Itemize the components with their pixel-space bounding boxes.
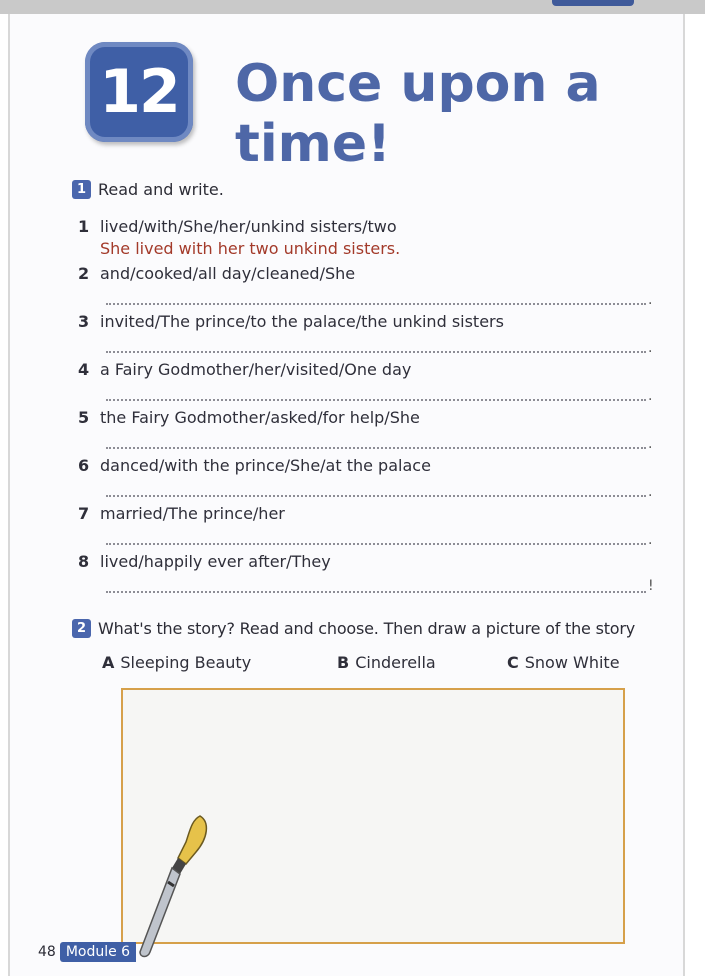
- exercise-item-3: [78, 312, 668, 331]
- item-prompt: married/The prince/her: [100, 504, 285, 523]
- item-prompt: and/cooked/all day/cleaned/She: [100, 264, 356, 283]
- exercise-item-6: [78, 456, 668, 475]
- page-number: 48: [38, 944, 56, 960]
- exercise-1-instruction: Read and write.: [98, 180, 224, 199]
- choice-b[interactable]: [337, 653, 436, 672]
- item-number: 6: [78, 456, 90, 475]
- exercise-2-heading: [72, 619, 635, 638]
- exercise-2-number: 2: [72, 619, 91, 638]
- exercise-item-5: [78, 408, 668, 427]
- top-bar: [0, 0, 705, 14]
- choice-label: Sleeping Beauty: [120, 653, 252, 672]
- exercise-item-7: [78, 504, 668, 523]
- item-prompt: lived/with/She/her/unkind sisters/two: [100, 217, 397, 236]
- answer-line-5[interactable]: [106, 447, 646, 449]
- item-prompt: invited/The prince/to the palace/the unkind sisters: [100, 312, 504, 331]
- unit-number-badge: 12: [85, 42, 193, 142]
- end-punctuation: .: [648, 292, 653, 308]
- page-edge-right: [683, 14, 685, 976]
- exercise-item-2: [78, 264, 668, 283]
- item-prompt: the Fairy Godmother/asked/for help/She: [100, 408, 420, 427]
- answer-line-6[interactable]: [106, 495, 646, 497]
- page-footer: [38, 942, 136, 962]
- workbook-page: [10, 14, 683, 976]
- item-number: 2: [78, 264, 90, 283]
- item-prompt: lived/happily ever after/They: [100, 552, 331, 571]
- choice-letter: B: [337, 653, 350, 672]
- choice-letter: A: [102, 653, 115, 672]
- choice-label: Cinderella: [355, 653, 436, 672]
- end-punctuation: .: [648, 340, 653, 356]
- end-punctuation: .: [648, 532, 653, 548]
- exercise-item-4: [78, 360, 668, 379]
- choice-a[interactable]: [102, 653, 251, 672]
- item-number: 3: [78, 312, 90, 331]
- end-punctuation: .: [648, 388, 653, 404]
- end-punctuation: !: [648, 578, 654, 594]
- answer-line-2[interactable]: [106, 303, 646, 305]
- answer-line-3[interactable]: [106, 351, 646, 353]
- exercise-item-8: [78, 552, 668, 571]
- end-punctuation: .: [648, 436, 653, 452]
- exercise-2-instruction: What's the story? Read and choose. Then draw a picture of the story: [98, 619, 636, 638]
- item-number: 5: [78, 408, 90, 427]
- item-number: 4: [78, 360, 90, 379]
- paintbrush-icon: [128, 812, 218, 962]
- exercise-1-heading: [72, 180, 224, 199]
- exercise-1-number: 1: [72, 180, 91, 199]
- item-number: 1: [78, 217, 90, 236]
- item-number: 7: [78, 504, 90, 523]
- end-punctuation: .: [648, 484, 653, 500]
- choice-c[interactable]: [507, 653, 620, 672]
- answer-line-4[interactable]: [106, 399, 646, 401]
- item-prompt: danced/with the prince/She/at the palace: [100, 456, 431, 475]
- answer-line-8[interactable]: [106, 591, 646, 593]
- module-label: Module 6: [60, 942, 136, 962]
- item-prompt: a Fairy Godmother/her/visited/One day: [100, 360, 412, 379]
- exercise-item-1: [78, 217, 668, 258]
- choice-label: Snow White: [524, 653, 620, 672]
- top-tab: [552, 0, 634, 6]
- item-number: 8: [78, 552, 90, 571]
- answer-line-7[interactable]: [106, 543, 646, 545]
- item-answer: She lived with her two unkind sisters.: [100, 239, 401, 258]
- choice-letter: C: [507, 653, 519, 672]
- page-title: Once upon a time!: [235, 54, 601, 174]
